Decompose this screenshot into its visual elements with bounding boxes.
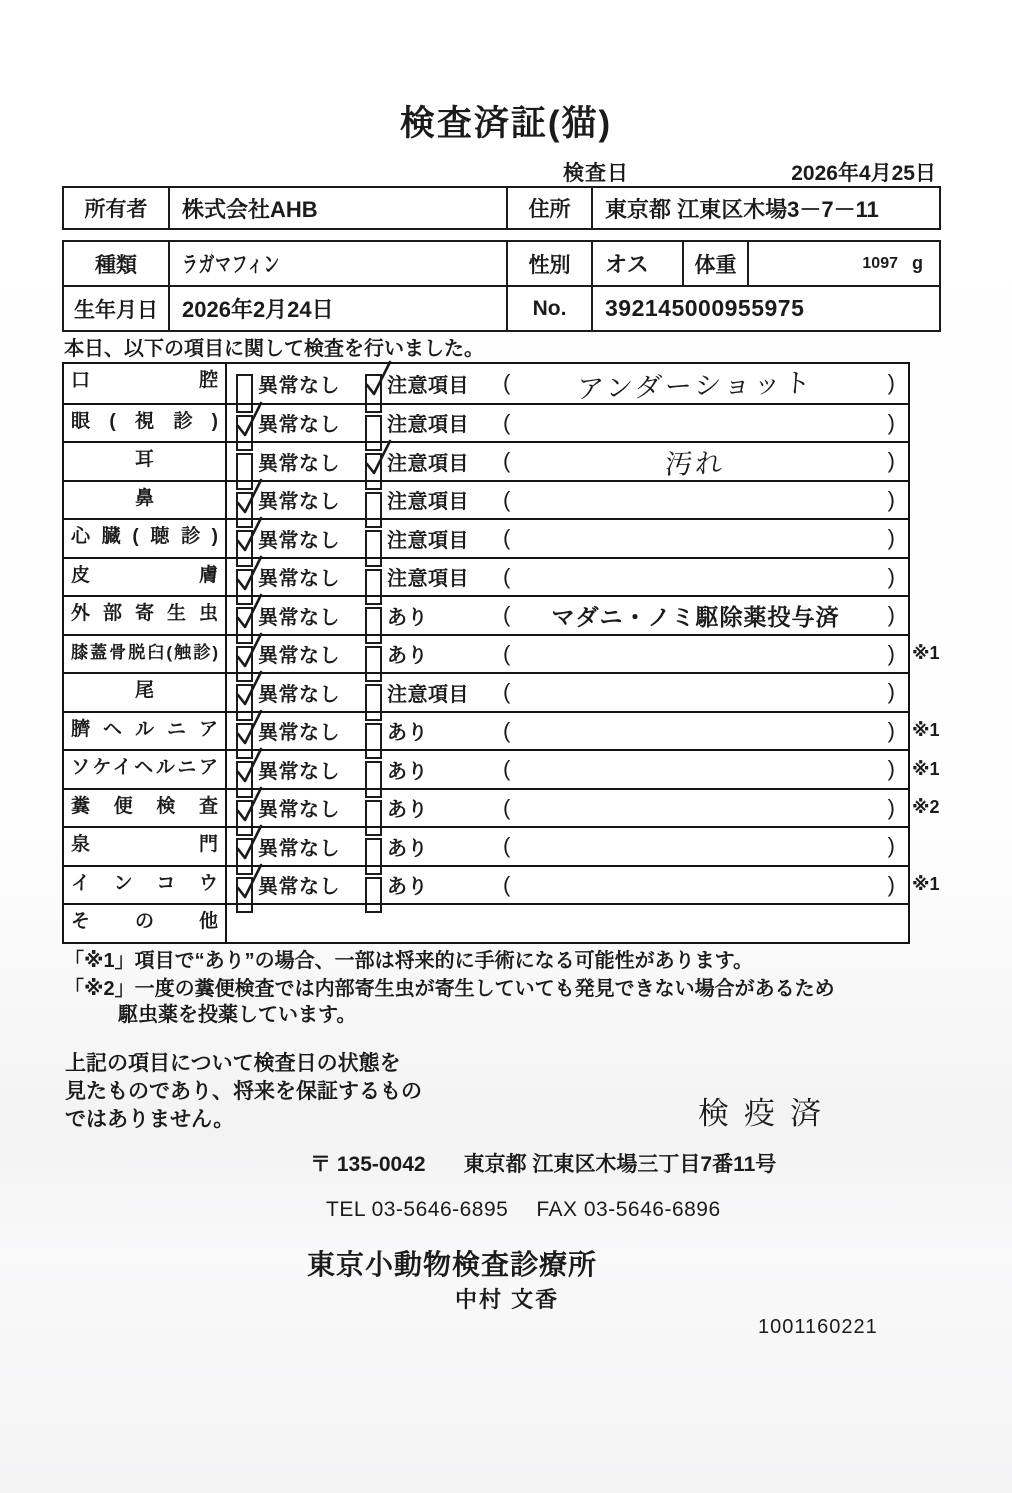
check-row-skin	[64, 557, 908, 596]
option-normal-label: 異常なし	[258, 683, 340, 706]
option-normal-label: 異常なし	[258, 876, 340, 899]
footnote-ref: ※1	[912, 720, 940, 741]
option-normal-label: 異常なし	[258, 568, 340, 591]
paren-open: (	[503, 409, 511, 435]
check-row-other	[64, 903, 908, 942]
footnote-1: 「※1」項目で“あり”の場合、一部は将来的に手術になる可能性があります。	[64, 950, 753, 972]
checklist-table	[62, 362, 940, 944]
paren-open: (	[503, 602, 511, 628]
clinic-name: 東京小動物検査診療所	[307, 1249, 598, 1280]
option-normal-label: 異常なし	[258, 414, 340, 437]
check-item-label: 耳	[64, 443, 227, 480]
footnote-ref: ※1	[912, 643, 940, 664]
option-normal-label: 異常なし	[258, 645, 340, 668]
clinic-tel: TEL 03-5646-6895	[326, 1198, 509, 1221]
option-caution-label: 注意項目	[387, 683, 469, 706]
other-empty-cell	[227, 905, 908, 942]
paren-close: )	[887, 563, 895, 589]
finding-value	[519, 713, 872, 750]
no-value: 392145000955975	[591, 287, 939, 330]
check-item-label: 臍ヘルニア	[64, 713, 227, 750]
footnote-2-cont: 駆虫薬を投薬しています。	[118, 1004, 357, 1026]
option-present-label: あり	[387, 645, 428, 668]
weight-label: 体重	[682, 242, 747, 285]
option-caution-label: 注意項目	[387, 491, 469, 514]
paren-close: )	[887, 794, 895, 820]
paren-close: )	[887, 602, 895, 628]
finding-value	[519, 405, 872, 442]
check-row-patella	[64, 634, 940, 673]
paren-open: (	[503, 370, 511, 396]
animal-table	[62, 240, 941, 332]
birth-value: 2026年2月24日	[168, 287, 506, 330]
check-item-label: 泉門	[64, 828, 227, 865]
check-row-nose	[64, 480, 908, 519]
finding-value	[519, 482, 872, 519]
option-normal-label: 異常なし	[258, 374, 340, 397]
finding-value	[519, 520, 872, 557]
weight-value: 1097 g	[747, 242, 939, 285]
option-normal-label: 異常なし	[258, 799, 340, 822]
birth-label: 生年月日	[74, 298, 158, 322]
option-present-label: あり	[387, 722, 428, 745]
paren-close: )	[887, 525, 895, 551]
option-present-label: あり	[387, 837, 428, 860]
option-caution-label: 注意項目	[387, 452, 469, 475]
footnote-2: 「※2」一度の糞便検査では内部寄生虫が寄生していても発見できない場合があるため	[64, 978, 835, 1000]
paren-open: (	[503, 448, 511, 474]
footnote-ref: ※1	[912, 874, 940, 895]
footnote-ref	[912, 828, 960, 865]
option-present-label: あり	[387, 760, 428, 783]
owner-value: 株式会社AHB	[168, 188, 506, 228]
check-row-mouth	[64, 364, 908, 403]
finding-value: 汚れ	[664, 447, 727, 480]
finding-value	[519, 828, 872, 865]
check-item-label: 眼(視診)	[64, 405, 227, 442]
owner-label: 所有者	[84, 198, 148, 221]
paren-open: (	[503, 679, 511, 705]
paren-open: (	[503, 563, 511, 589]
footnote-ref	[912, 674, 960, 711]
finding-value	[519, 674, 872, 711]
paren-open: (	[503, 486, 511, 512]
clinic-fax: FAX 03-5646-6896	[536, 1198, 721, 1221]
paren-open: (	[503, 640, 511, 666]
footnote-ref	[912, 364, 960, 403]
serial-number: 1001160221	[758, 1316, 878, 1338]
paren-close: )	[887, 833, 895, 859]
paren-open: (	[503, 794, 511, 820]
check-item-label: 膝蓋骨脱臼(触診)	[64, 636, 227, 673]
address-value: 東京都 江東区木場3－7－11	[591, 188, 939, 228]
paren-close: )	[887, 717, 895, 743]
check-item-label: ソケイヘルニア	[64, 751, 227, 788]
finding-value	[519, 867, 872, 904]
option-present-label: あり	[387, 876, 428, 899]
check-row-heart	[64, 518, 908, 557]
option-normal-label: 異常なし	[258, 606, 340, 629]
paren-close: )	[887, 640, 895, 666]
sex-value: オス	[591, 242, 682, 285]
check-item-label: 口腔	[64, 364, 227, 403]
paren-open: (	[503, 756, 511, 782]
option-caution-label: 注意項目	[387, 529, 469, 552]
option-present-label: あり	[387, 799, 428, 822]
check-item-label: 鼻	[64, 482, 227, 519]
check-item-label: 糞便検査	[64, 790, 227, 827]
option-normal-label: 異常なし	[258, 529, 340, 552]
clinic-phone-line	[326, 1198, 721, 1222]
option-normal-label: 異常なし	[258, 722, 340, 745]
check-row-fecal-exam	[64, 788, 940, 827]
footnote-ref	[912, 482, 960, 519]
breed-value: ラガマフィン	[168, 242, 506, 285]
document-title: 検査済証(猫)	[399, 104, 613, 143]
check-row-fontanelle	[64, 826, 908, 865]
paren-close: )	[887, 370, 895, 396]
finding-value: アンダーショット	[576, 367, 815, 404]
check-item-label: 皮膚	[64, 559, 227, 596]
paren-open: (	[503, 525, 511, 551]
animal-table-row-1	[64, 242, 939, 285]
check-item-label: その他	[64, 905, 227, 942]
check-row-tail	[64, 672, 908, 711]
footnote-ref	[912, 405, 960, 442]
animal-table-row-2	[64, 285, 939, 330]
paren-close: )	[887, 486, 895, 512]
disclaimer-text: 上記の項目について検査日の状態を 見たものであり、将来を保証するもの ではありません。	[65, 1052, 422, 1131]
paren-close: )	[887, 409, 895, 435]
quarantine-stamp: 検疫済	[698, 1096, 836, 1131]
check-item-label: 外部寄生虫	[64, 597, 227, 634]
footnote-ref	[912, 559, 960, 596]
breed-label: 種類	[95, 253, 137, 277]
footnote-ref	[912, 443, 960, 480]
check-row-umbilical-hernia	[64, 711, 940, 750]
finding-value: マダニ・ノミ駆除薬投与済	[551, 603, 840, 630]
option-normal-label: 異常なし	[258, 837, 340, 860]
intro-text: 本日、以下の項目に関して検査を行いました。	[64, 338, 484, 360]
check-row-inguinal-hernia	[64, 749, 940, 788]
option-normal-label: 異常なし	[258, 760, 340, 783]
finding-value	[519, 751, 872, 788]
address-label: 住所	[506, 188, 591, 228]
option-normal-label: 異常なし	[258, 452, 340, 475]
owner-table	[62, 186, 941, 230]
paren-open: (	[503, 871, 511, 897]
option-caution-label: 注意項目	[387, 568, 469, 591]
paren-close: )	[887, 756, 895, 782]
paren-close: )	[887, 871, 895, 897]
footnote-ref	[912, 520, 960, 557]
paren-open: (	[503, 833, 511, 859]
exam-date-value: 2026年4月25日	[791, 162, 936, 185]
paren-open: (	[503, 717, 511, 743]
paren-close: )	[887, 679, 895, 705]
check-item-label: 尾	[64, 674, 227, 711]
option-normal-label: 異常なし	[258, 491, 340, 514]
option-caution-label: 注意項目	[387, 374, 469, 397]
veterinarian-name: 中村 文香	[455, 1287, 560, 1312]
finding-value	[519, 636, 872, 673]
clinic-address: 東京都 江東区木場三丁目7番11号	[463, 1153, 777, 1176]
option-present-label: あり	[387, 606, 428, 629]
check-item-label: 心臓(聴診)	[64, 520, 227, 557]
finding-value	[519, 559, 872, 596]
exam-date-label: 検査日	[563, 162, 629, 185]
check-item-label: インコウ	[64, 867, 227, 904]
footnote-ref: ※1	[912, 758, 940, 779]
paren-close: )	[887, 448, 895, 474]
check-row-eyes	[64, 403, 908, 442]
clinic-postal-address	[310, 1148, 776, 1178]
no-label: No.	[506, 287, 591, 330]
postal-code: 〒 135-0042	[310, 1153, 426, 1176]
check-row-inkou	[64, 865, 940, 904]
check-row-ears	[64, 441, 908, 480]
footnote-ref	[912, 597, 960, 634]
check-row-ectoparasites	[64, 595, 908, 634]
sex-label: 性別	[506, 242, 591, 285]
weight-unit: g	[912, 253, 923, 273]
option-caution-label: 注意項目	[387, 414, 469, 437]
finding-value	[519, 790, 872, 827]
footnote-ref: ※2	[912, 797, 940, 818]
